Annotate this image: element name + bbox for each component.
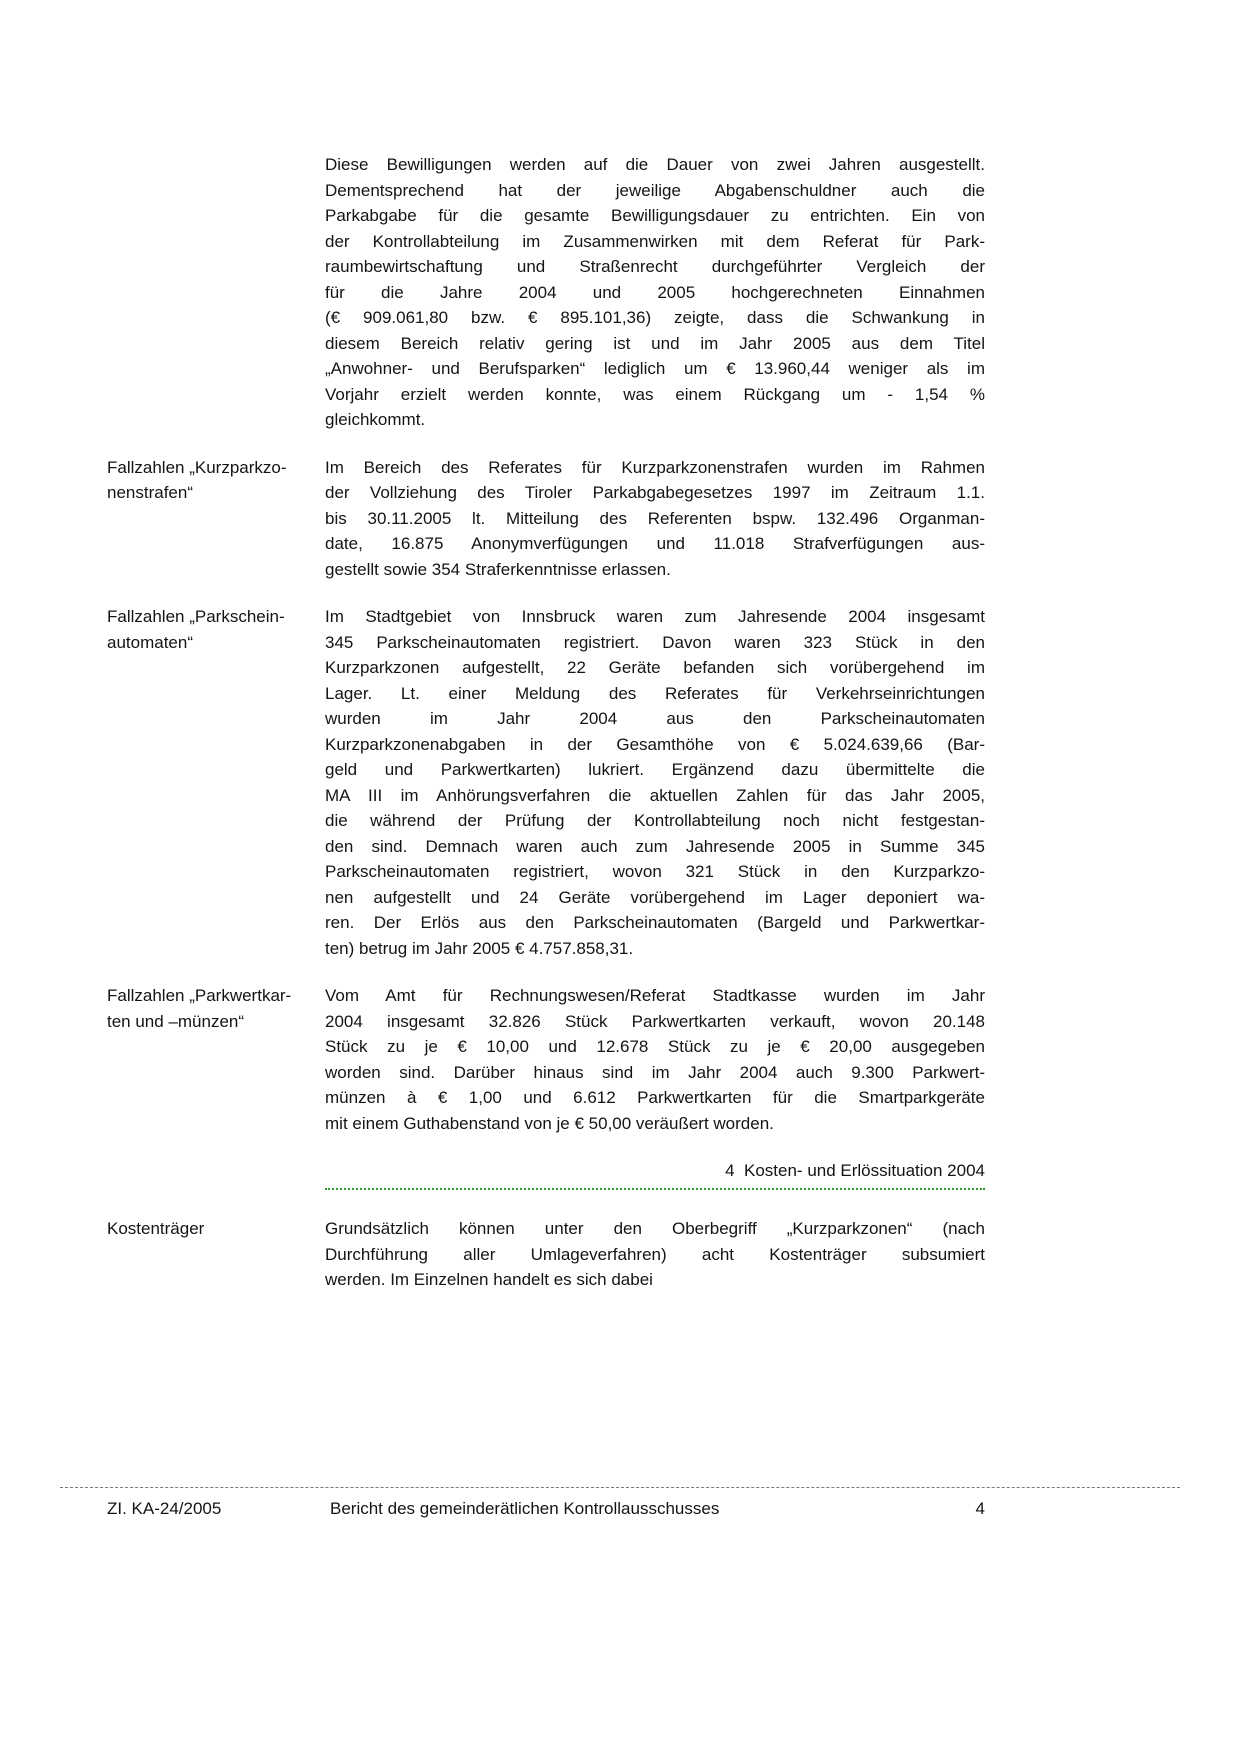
text-line: Grundsätzlich können unter den Oberbegriff „Kurzparkzonen“ (nach: [325, 1219, 985, 1238]
text-line: ten und –münzen“: [107, 1011, 245, 1031]
text-line: wurden im Jahr 2004 aus den Parkscheinautomaten: [325, 709, 985, 728]
text-line: Kurzparkzonen aufgestellt, 22 Geräte befanden sich vorübergehend im: [325, 658, 985, 677]
text-line: ten) betrug im Jahr 2005 € 4.757.858,31.: [325, 938, 634, 958]
text-line: die während der Prüfung der Kontrollabteilung noch nicht festgestan-: [325, 811, 985, 830]
text-line: der Kontrollabteilung im Zusammenwirken mit dem Referat für Park-: [325, 231, 985, 251]
paragraph-text: [325, 983, 985, 1136]
text-line: mit einem Guthabenstand von je € 50,00 veräußert worden.: [325, 1113, 774, 1133]
text-line: Dementsprechend hat der jeweilige Abgabenschuldner auch die: [325, 180, 985, 200]
margin-note-kostentraeger: [107, 1216, 315, 1242]
text-line: gleichkommt.: [325, 410, 426, 429]
paragraph-text: [325, 152, 985, 433]
text-line: automaten“: [107, 632, 193, 652]
paragraph-block-parkwertkarten: [107, 983, 985, 1136]
text-line: MA III im Anhörungsverfahren die aktuellen Zahlen für das Jahr 2005,: [325, 785, 985, 805]
text-line: raumbewirtschaftung und Straßenrecht durchgeführter Vergleich der: [325, 257, 985, 276]
text-line: bis 30.11.2005 lt. Mitteilung des Referenten bspw. 132.496 Organman-: [325, 508, 985, 528]
text-line: Im Bereich des Referates für Kurzparkzonenstrafen wurden im Rahmen: [325, 457, 985, 477]
text-line: diesem Bereich relativ gering ist und im Jahr 2005 aus dem Titel: [325, 333, 985, 353]
text-line: Kurzparkzonenabgaben in der Gesamthöhe von € 5.024.639,66 (Bar-: [325, 734, 985, 754]
text-line: date, 16.875 Anonymverfügungen und 11.018 Strafverfügungen aus-: [325, 534, 985, 553]
text-line: Parkscheinautomaten registriert, wovon 321 Stück in den Kurzparkzo-: [325, 862, 985, 881]
text-line: werden. Im Einzelnen handelt es sich dabei: [325, 1270, 653, 1289]
text-line: geld und Parkwertkarten) lukriert. Ergänzend dazu übermittelte die: [325, 760, 985, 779]
footer-page-number: 4: [975, 1499, 985, 1518]
text-line: nenstrafen“: [107, 483, 193, 502]
paragraph-block-bewilligungen: [325, 152, 985, 433]
section-heading: 4 Kosten- und Erlössituation 2004: [725, 1161, 985, 1180]
text-line: Durchführung aller Umlageverfahren) acht Kostenträger subsumiert: [325, 1244, 985, 1264]
text-line: für die Jahre 2004 und 2005 hochgerechneten Einnahmen: [325, 282, 985, 302]
text-line: Kostenträger: [107, 1219, 205, 1238]
paragraph-text: [325, 455, 985, 583]
text-line: Parkabgabe für die gesamte Bewilligungsdauer zu entrichten. Ein von: [325, 206, 985, 225]
paragraph-block-kostentraeger: [107, 1216, 985, 1293]
text-line: Diese Bewilligungen werden auf die Dauer von zwei Jahren ausgestellt.: [325, 155, 985, 174]
paragraph-text: [325, 604, 985, 961]
text-line: Lager. Lt. einer Meldung des Referates für Verkehrseinrichtungen: [325, 683, 985, 703]
paragraph-block-kurzparkzonenstrafen: [107, 455, 985, 583]
text-line: 2004 insgesamt 32.826 Stück Parkwertkarten verkauft, wovon 20.148: [325, 1011, 985, 1031]
text-line: „Anwohner- und Berufsparken“ lediglich um € 13.960,44 weniger als im: [325, 359, 985, 378]
text-line: Stück zu je € 10,00 und 12.678 Stück zu je € 20,00 ausgegeben: [325, 1037, 985, 1056]
text-line: Fallzahlen „Parkwertkar-: [107, 986, 292, 1005]
text-line: Fallzahlen „Kurzparkzo-: [107, 457, 287, 477]
text-line: worden sind. Darüber hinaus sind im Jahr 2004 auch 9.300 Parkwert-: [325, 1062, 985, 1082]
margin-note-kurzparkzonenstrafen: [107, 455, 315, 506]
text-line: der Vollziehung des Tiroler Parkabgabegesetzes 1997 im Zeitraum 1.1.: [325, 483, 985, 502]
section-heading-block: [325, 1158, 985, 1190]
text-line: Vorjahr erzielt werden konnte, was einem Rückgang um - 1,54 %: [325, 384, 985, 404]
text-line: Vom Amt für Rechnungswesen/Referat Stadtkasse wurden im Jahr: [325, 986, 985, 1005]
text-line: ren. Der Erlös aus den Parkscheinautomaten (Bargeld und Parkwertkar-: [325, 913, 985, 932]
text-line: den sind. Demnach waren auch zum Jahresende 2005 in Summe 345: [325, 836, 985, 856]
margin-note-parkwertkarten: [107, 983, 315, 1034]
text-line: Fallzahlen „Parkschein-: [107, 607, 285, 626]
document-content: [107, 152, 985, 1315]
footer-report-title: Bericht des gemeinderätlichen Kontrollausschusses: [330, 1499, 720, 1518]
footer-dashed-rule: [60, 1487, 1180, 1488]
text-line: münzen à € 1,00 und 6.612 Parkwertkarten für die Smartparkgeräte: [325, 1088, 985, 1107]
paragraph-block-parkscheinautomaten: [107, 604, 985, 961]
footer-document-id: ZI. KA-24/2005: [107, 1499, 222, 1518]
margin-note-parkscheinautomaten: [107, 604, 315, 655]
text-line: gestellt sowie 354 Straferkenntnisse erlassen.: [325, 559, 671, 579]
text-line: Im Stadtgebiet von Innsbruck waren zum Jahresende 2004 insgesamt: [325, 607, 985, 626]
text-line: nen aufgestellt und 24 Geräte vorübergehend im Lager deponiert wa-: [325, 887, 985, 907]
paragraph-text: [325, 1216, 985, 1293]
text-line: 345 Parkscheinautomaten registriert. Davon waren 323 Stück in den: [325, 632, 985, 652]
text-line: (€ 909.061,80 bzw. € 895.101,36) zeigte, dass die Schwankung in: [325, 308, 985, 327]
section-heading-dotted-rule: [325, 1188, 985, 1190]
